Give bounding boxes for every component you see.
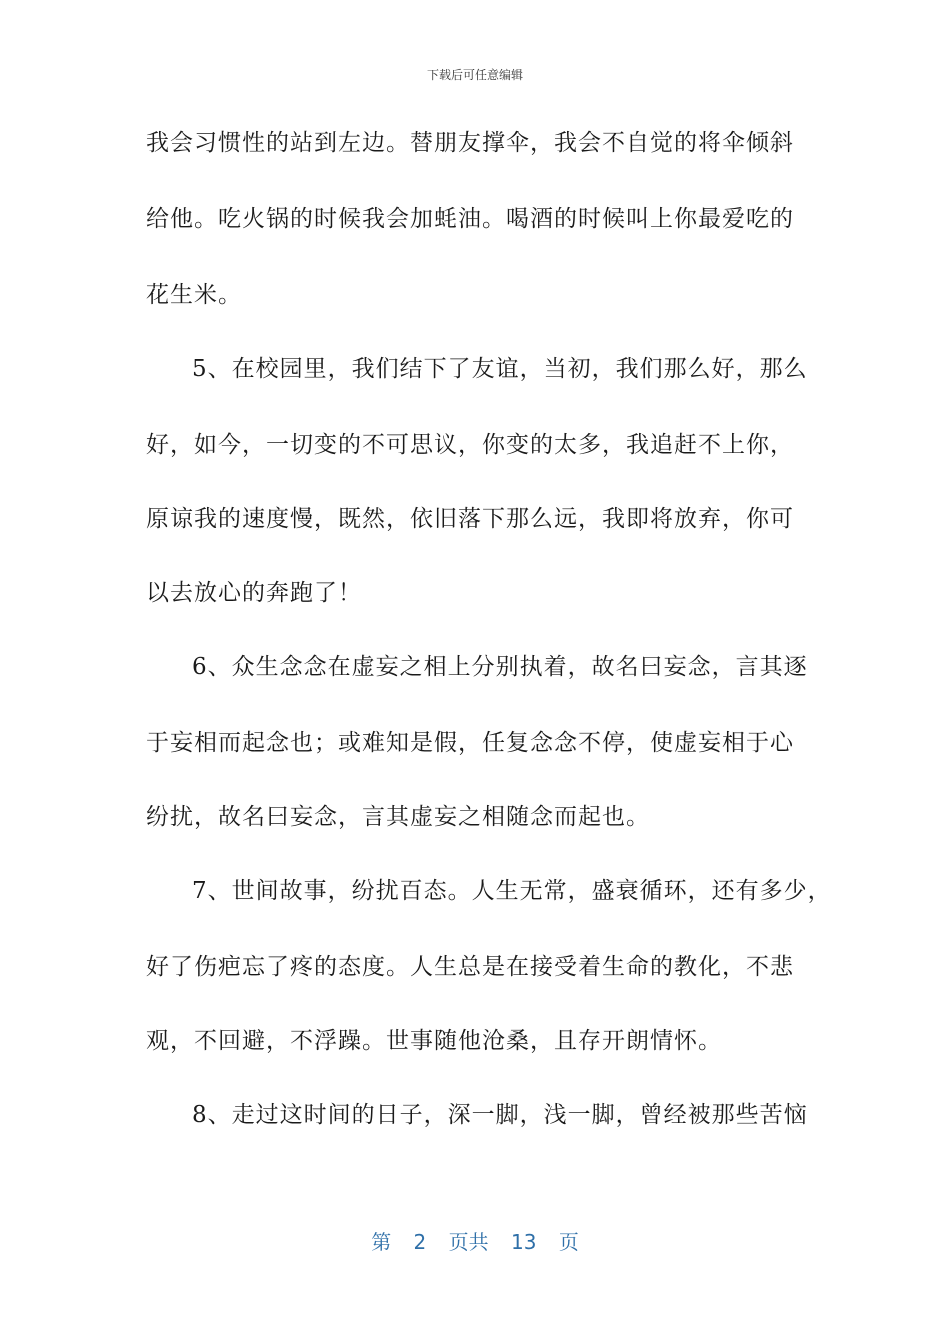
text-line: 以去放心的奔跑了！ (146, 580, 362, 606)
page-header: 下载后可任意编辑 (426, 68, 523, 82)
text-line: 好，如今，一切变的不可思议，你变的太多，我追赶不上你， (146, 432, 794, 458)
text-line: 好了伤疤忘了疼的态度。人生总是在接受着生命的教化，不悲 (146, 954, 794, 980)
paragraph-start-line: 8、走过这时间的日子，深一脚，浅一脚，曾经被那些苦恼 (192, 1102, 808, 1128)
text-line: 原谅我的速度慢，既然，依旧落下那么远，我即将放弃，你可 (146, 506, 794, 532)
footer-suffix: 页 (558, 1230, 579, 1254)
footer-current-page: 2 (413, 1230, 427, 1254)
text-line: 花生米。 (146, 282, 242, 308)
footer-middle: 页共 (448, 1230, 489, 1254)
paragraph-start-line: 7、世间故事，纷扰百态。人生无常，盛衰循环，还有多少， (192, 878, 832, 904)
text-line: 给他。吃火锅的时候我会加蚝油。喝酒的时候叫上你最爱吃的 (146, 206, 794, 232)
page-footer (0, 1226, 950, 1255)
text-line: 纷扰，故名曰妄念，言其虚妄之相随念而起也。 (146, 804, 650, 830)
paragraph-start-line: 6、众生念念在虚妄之相上分别执着，故名曰妄念，言其逐 (192, 654, 808, 680)
footer-total-pages: 13 (511, 1230, 537, 1254)
text-line: 于妄相而起念也；或难知是假，任复念念不停，使虚妄相于心 (146, 730, 794, 756)
text-line: 我会习惯性的站到左边。替朋友撑伞，我会不自觉的将伞倾斜 (146, 130, 794, 156)
paragraph-start-line: 5、在校园里，我们结下了友谊，当初，我们那么好，那么 (192, 356, 808, 382)
text-line: 观，不回避，不浮躁。世事随他沧桑，且存开朗情怀。 (146, 1028, 722, 1054)
footer-prefix: 第 (371, 1230, 392, 1254)
